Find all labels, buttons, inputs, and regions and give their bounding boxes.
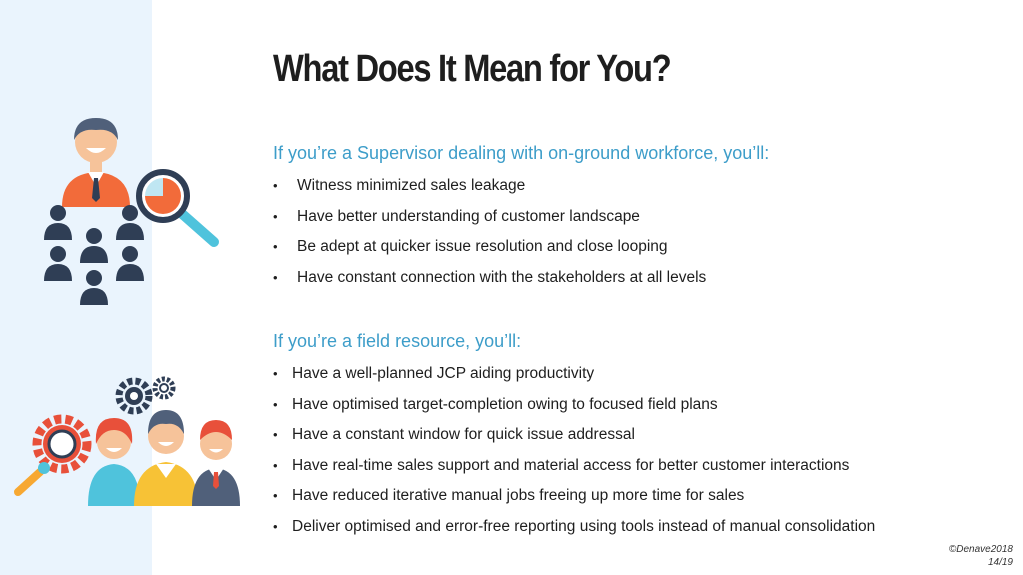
gear-icon [119, 379, 173, 411]
slide-title: What Does It Mean for You? [273, 48, 671, 90]
supervisor-section-heading: If you’re a Supervisor dealing with on-ground workforce, you’ll: [273, 143, 770, 163]
supervisor-team-illustration [38, 112, 228, 312]
slide-footer [949, 543, 1013, 569]
copyright-text: ©Denave2018 [948, 544, 1013, 555]
field-team-illustration [10, 374, 246, 510]
field-section-heading: If you’re a field resource, you’ll: [273, 331, 522, 351]
page-number: 14/19 [987, 557, 1013, 568]
